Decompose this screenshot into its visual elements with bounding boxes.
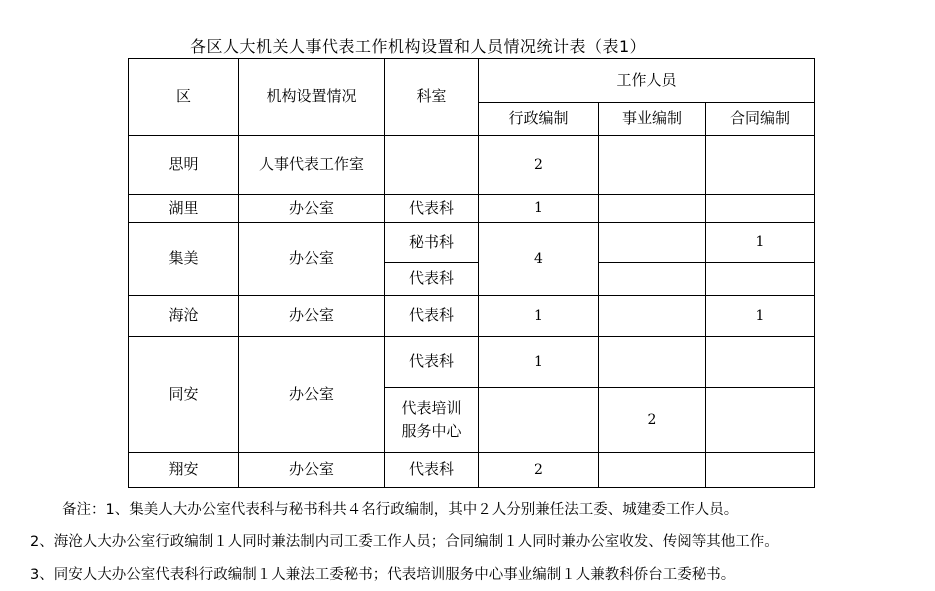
header-career: 事业编制 (599, 103, 706, 136)
table-title: 各区人大机关人事代表工作机构设置和人员情况统计表（表1） (190, 37, 647, 56)
cell-contract (706, 453, 815, 488)
note-1: 备注：1、集美人大办公室代表科与秘书科共４名行政编制，其中２人分别兼任法工委、城建委工作人员。 (62, 502, 739, 518)
cell-contract (706, 195, 815, 223)
cell-career (599, 263, 706, 296)
cell-admin: 1 (479, 337, 599, 388)
cell-admin: 1 (479, 195, 599, 223)
cell-section: 代表科 (385, 296, 479, 337)
cell-setup: 办公室 (239, 296, 385, 337)
cell-admin: 2 (479, 136, 599, 195)
cell-career (599, 195, 706, 223)
cell-career (599, 136, 706, 195)
header-admin: 行政编制 (479, 103, 599, 136)
cell-contract: 1 (706, 223, 815, 263)
cell-career: 2 (599, 388, 706, 453)
cell-contract (706, 136, 815, 195)
cell-career (599, 337, 706, 388)
header-section: 科室 (385, 59, 479, 136)
cell-district: 同安 (129, 337, 239, 453)
cell-district: 思明 (129, 136, 239, 195)
header-staff: 工作人员 (479, 59, 815, 103)
cell-contract: 1 (706, 296, 815, 337)
cell-career (599, 453, 706, 488)
cell-section: 代表科 (385, 195, 479, 223)
cell-district: 湖里 (129, 195, 239, 223)
cell-contract (706, 337, 815, 388)
table-row (129, 337, 815, 388)
header-contract: 合同编制 (706, 103, 815, 136)
cell-district: 翔安 (129, 453, 239, 488)
statistics-table (128, 58, 815, 488)
section-line: 服务中心 (401, 422, 462, 440)
cell-career (599, 296, 706, 337)
table-row (129, 136, 815, 195)
cell-district: 集美 (129, 223, 239, 296)
cell-career (599, 223, 706, 263)
note-3: 3、同安人大办公室代表科行政编制１人兼法工委秘书；代表培训服务中心事业编制１人兼教科侨台工委秘书。 (30, 567, 736, 583)
cell-setup: 办公室 (239, 337, 385, 453)
cell-admin: 4 (479, 223, 599, 296)
table-row (129, 195, 815, 223)
header-district: 区 (129, 59, 239, 136)
cell-section: 秘书科 (385, 223, 479, 263)
cell-section (385, 136, 479, 195)
cell-admin: 1 (479, 296, 599, 337)
note-2: 2、海沧人大办公室行政编制１人同时兼法制内司工委工作人员；合同编制１人同时兼办公室收发、传阅等其他工作。 (30, 534, 779, 550)
cell-section: 代表科 (385, 263, 479, 296)
cell-contract (706, 263, 815, 296)
table-row (129, 223, 815, 263)
cell-admin (479, 388, 599, 453)
cell-admin: 2 (479, 453, 599, 488)
cell-setup: 办公室 (239, 223, 385, 296)
cell-contract (706, 388, 815, 453)
cell-setup: 办公室 (239, 195, 385, 223)
header-setup: 机构设置情况 (239, 59, 385, 136)
cell-setup: 办公室 (239, 453, 385, 488)
cell-section: 代表科 (385, 453, 479, 488)
cell-section (385, 388, 479, 453)
table-row (129, 296, 815, 337)
cell-section: 代表科 (385, 337, 479, 388)
table-row (129, 453, 815, 488)
section-line: 代表培训 (401, 398, 462, 417)
cell-setup: 人事代表工作室 (239, 136, 385, 195)
cell-district: 海沧 (129, 296, 239, 337)
